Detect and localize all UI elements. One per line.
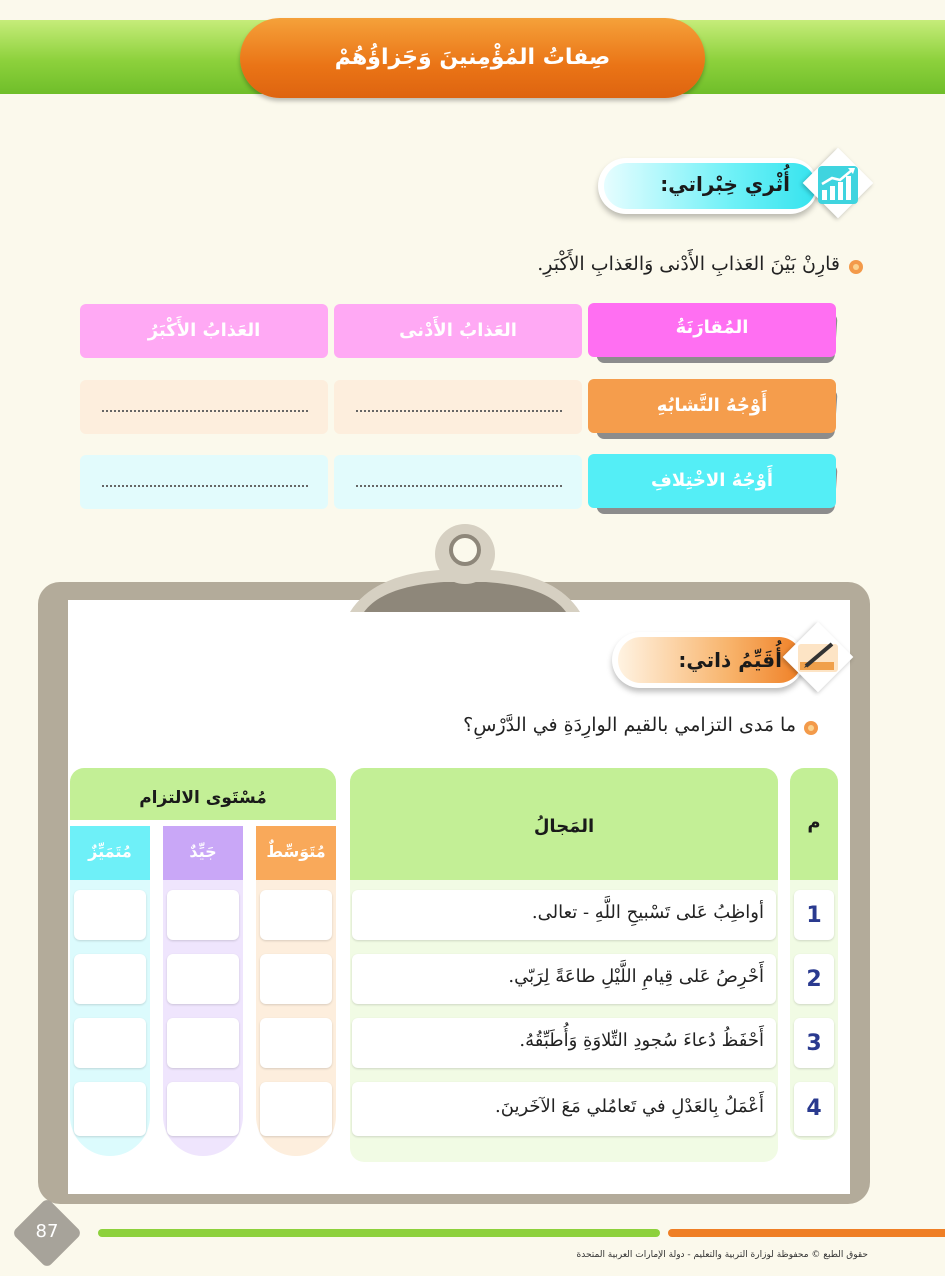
growth-chart-icon <box>812 160 864 210</box>
row-number: 3 <box>806 1031 822 1056</box>
section1-title: أُثْري خِبْراتي: <box>660 172 790 196</box>
differences-minor-field[interactable] <box>334 455 582 509</box>
row-text: أَحْرِصُ عَلى قِيامِ اللَّيْلِ طاعَةً لِرَبّي. <box>508 966 764 987</box>
section2-title: أُقَيِّمُ ذاتي: <box>678 648 782 672</box>
rating-medium-box[interactable] <box>260 954 332 1004</box>
section1-question: قارِنْ بَيْنَ العَذابِ الأَدْنى وَالعَذابِ الأَكْبَرِ. <box>537 253 840 275</box>
footer-orange-bar <box>668 1229 945 1237</box>
row-text: أواظِبُ عَلى تَسْبيحِ اللَّهِ - تعالى. <box>531 902 764 923</box>
similarities-major-field[interactable] <box>80 380 328 434</box>
comparison-col-major <box>80 304 328 358</box>
rating-good-box[interactable] <box>167 954 239 1004</box>
pen-writing-icon <box>790 632 846 682</box>
comparison-header-text: المُقارَنَةُ <box>675 317 749 338</box>
differences-text: أَوْجُهُ الاخْتِلافِ <box>651 470 773 491</box>
similarities-text: أَوْجُهُ التَّشابُهِ <box>656 395 768 416</box>
answer-line <box>102 410 308 412</box>
bullet-icon <box>848 259 864 275</box>
rating-medium-box[interactable] <box>260 890 332 940</box>
rating-excellent-box[interactable] <box>74 890 146 940</box>
section2-question: ما مَدى التزامي بالقيم الوارِدَةِ في الدَّرْسِ؟ <box>463 714 796 736</box>
rating-excellent-box[interactable] <box>74 954 146 1004</box>
row-number: 2 <box>806 967 822 992</box>
row-text: أَحْفَظُ دُعاءَ سُجودِ التِّلاوَةِ وَأُطَبِّقُهُ. <box>519 1030 764 1051</box>
level-good-label: جَيِّدٌ <box>189 842 217 861</box>
differences-label <box>588 454 836 508</box>
comparison-header-label <box>588 303 836 357</box>
num-column-title: م <box>807 812 821 833</box>
rating-medium-box[interactable] <box>260 1082 332 1136</box>
rating-good-box[interactable] <box>167 1082 239 1136</box>
row-text: أَعْمَلُ بِالعَدْلِ في تَعامُلي مَعَ الآخَرينَ. <box>495 1096 764 1117</box>
clipboard-clip <box>340 520 590 612</box>
similarities-label <box>588 379 836 433</box>
differences-major-field[interactable] <box>80 455 328 509</box>
similarities-minor-field[interactable] <box>334 380 582 434</box>
bullet-icon <box>803 720 819 736</box>
level-medium-label: مُتَوَسِّطٌ <box>266 842 326 861</box>
rating-excellent-box[interactable] <box>74 1018 146 1068</box>
col-major-text: العَذابُ الأَكْبَرُ <box>147 320 261 341</box>
rating-good-box[interactable] <box>167 890 239 940</box>
answer-line <box>356 410 562 412</box>
answer-line <box>102 485 308 487</box>
answer-line <box>356 485 562 487</box>
level-column-title: مُسْتَوى الالتزام <box>139 788 267 808</box>
row-number: 4 <box>806 1096 822 1121</box>
page-title: صِفاتُ المُؤْمِنينَ وَجَزاؤُهُمْ <box>334 45 611 70</box>
page-number: 87 <box>35 1221 59 1242</box>
comparison-col-minor <box>334 304 582 358</box>
rating-excellent-box[interactable] <box>74 1082 146 1136</box>
field-column-title: المَجالُ <box>533 816 595 837</box>
footer-green-bar <box>98 1229 660 1237</box>
footer-copyright: حقوق الطبع © محفوظة لوزارة التربية والتعليم - دولة الإمارات العربية المتحدة <box>576 1250 868 1260</box>
col-minor-text: العَذابُ الأَدْنى <box>399 320 517 341</box>
rating-good-box[interactable] <box>167 1018 239 1068</box>
level-excellent-label: مُتَمَيِّزٌ <box>88 842 132 861</box>
rating-medium-box[interactable] <box>260 1018 332 1068</box>
row-number: 1 <box>806 903 822 928</box>
